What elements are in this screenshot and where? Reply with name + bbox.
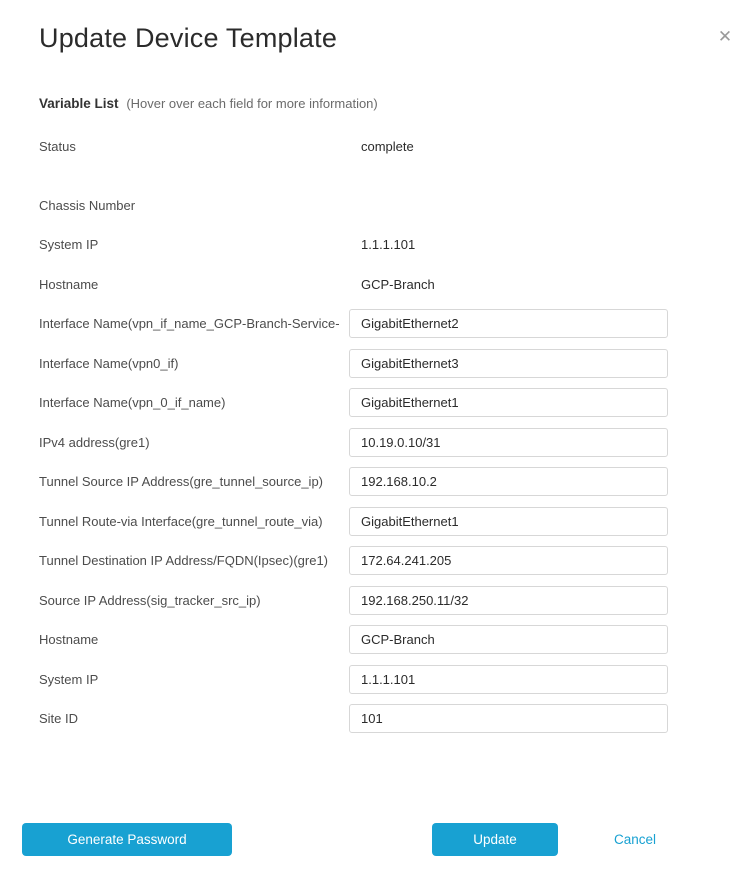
interface-name-vpn-0-if-name-input[interactable] (349, 388, 668, 417)
static-row-chassis-number (39, 186, 713, 226)
field-label: Interface Name(vpn_0_if_name) (39, 395, 226, 411)
close-icon[interactable]: ✕ (714, 26, 736, 48)
field-value: complete (361, 139, 414, 155)
input-row-system-ip (39, 660, 713, 700)
field-label: Source IP Address(sig_tracker_src_ip) (39, 592, 261, 608)
interface-name-service-vpn-input[interactable] (349, 309, 668, 338)
input-row-tunnel-route-via-interface (39, 502, 713, 542)
field-label: Tunnel Route-via Interface(gre_tunnel_route_via) (39, 513, 323, 529)
input-row-source-ip-address (39, 581, 713, 621)
input-row-hostname (39, 620, 713, 660)
field-label: Interface Name(vpn0_if) (39, 355, 179, 371)
field-label: Tunnel Destination IP Address/FQDN(Ipsec)(gre1) (39, 553, 329, 569)
static-row-status (39, 127, 713, 167)
field-label: Chassis Number (39, 197, 136, 213)
field-label: Site ID (39, 711, 79, 727)
cancel-button[interactable]: Cancel (614, 831, 657, 847)
field-label: System IP (39, 671, 99, 687)
update-button[interactable]: Update (432, 823, 558, 856)
system-ip-input[interactable] (349, 665, 668, 694)
dialog-footer (0, 822, 752, 856)
hostname-input[interactable] (349, 625, 668, 654)
field-label: Tunnel Source IP Address(gre_tunnel_source_ip) (39, 474, 324, 490)
site-id-input[interactable] (349, 704, 668, 733)
source-ip-address-input[interactable] (349, 586, 668, 615)
input-row-interface-name-service-vpn (39, 304, 713, 344)
static-row-hostname (39, 265, 713, 305)
static-row-system-ip (39, 225, 713, 265)
field-label: Status (39, 139, 76, 155)
update-device-template-dialog (0, 22, 752, 739)
tunnel-source-ip-input[interactable] (349, 467, 668, 496)
dialog-title: Update Device Template (39, 23, 338, 53)
input-row-interface-name-vpn-0-if-name (39, 383, 713, 423)
input-row-ipv4-address-gre1 (39, 423, 713, 463)
variable-list-hint: (Hover over each field for more information) (126, 96, 378, 111)
variable-list-label: Variable List (39, 96, 119, 111)
variable-list-heading (39, 96, 713, 112)
input-row-tunnel-source-ip (39, 462, 713, 502)
field-label: Hostname (39, 276, 99, 292)
variable-list (39, 127, 713, 739)
field-label: System IP (39, 237, 99, 253)
field-label: IPv4 address(gre1) (39, 434, 150, 450)
field-value: 1.1.1.101 (361, 237, 416, 253)
interface-name-vpn0-if-input[interactable] (349, 349, 668, 378)
row-spacer (39, 167, 713, 186)
tunnel-route-via-interface-input[interactable] (349, 507, 668, 536)
input-row-tunnel-destination-ip (39, 541, 713, 581)
field-label: Interface Name(vpn_if_name_GCP-Branch-Service- (39, 316, 340, 332)
generate-password-button[interactable]: Generate Password (22, 823, 232, 856)
input-row-interface-name-vpn0-if (39, 344, 713, 384)
field-value: GCP-Branch (361, 276, 435, 292)
ipv4-address-gre1-input[interactable] (349, 428, 668, 457)
field-label: Hostname (39, 632, 99, 648)
tunnel-destination-ip-input[interactable] (349, 546, 668, 575)
input-row-site-id (39, 699, 713, 739)
